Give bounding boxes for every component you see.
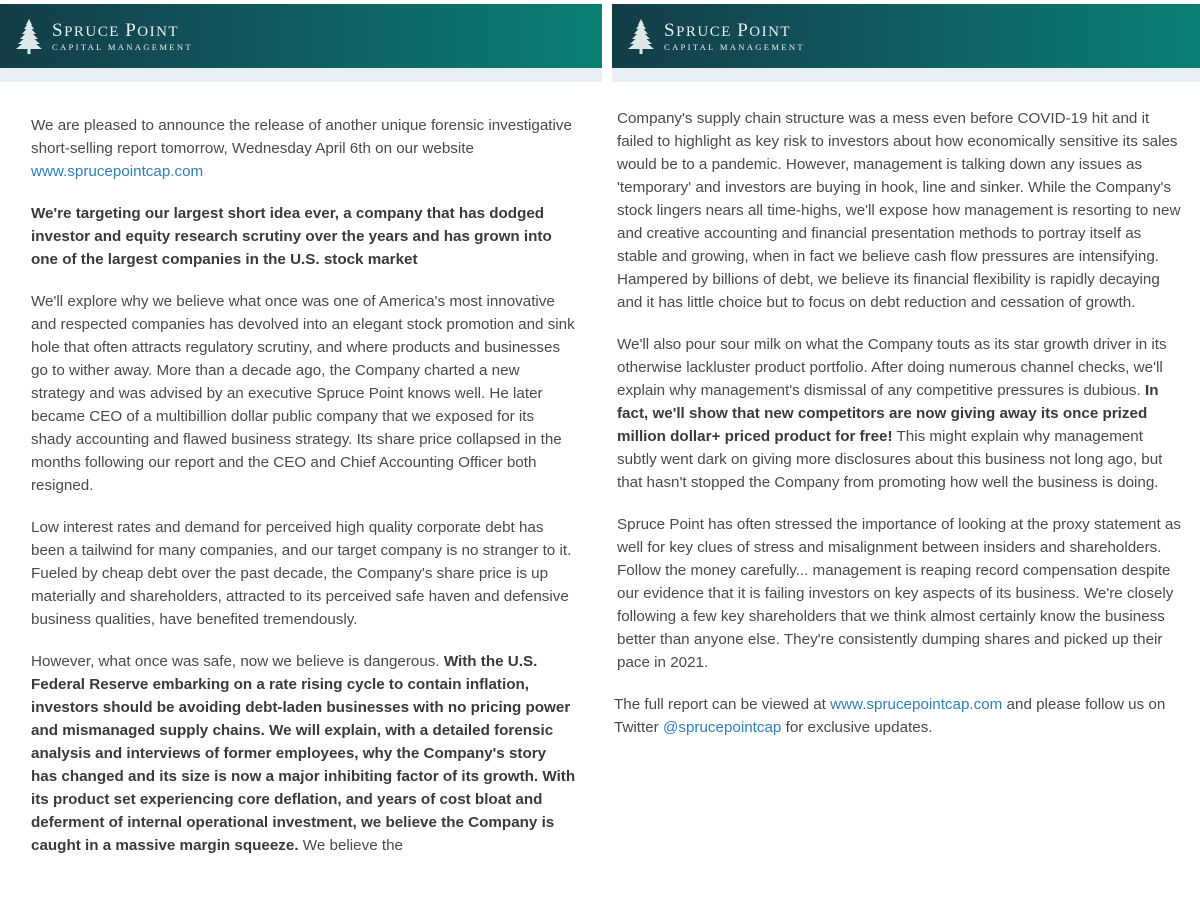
spruce-tree-icon <box>626 18 656 56</box>
brand-subtitle: CAPITAL MANAGEMENT <box>52 42 193 52</box>
email-body-right <box>614 107 1184 758</box>
brand-name: SPRUCE POINT <box>52 20 180 41</box>
competitors-bold-text: In fact, we'll show that new competitors are now giving away its once prized million dollar+ priced product for free! <box>617 382 1159 445</box>
target-bold-text: We're targeting our largest short idea ever, a company that has dodged investor and equity research scrutiny over the years and has grown into one of the largest companies in the U.S. stock market <box>31 205 552 268</box>
announcement-text: We are pleased to announce the release of another unique forensic investigative short-selling report tomorrow, Wednesday April 6th on our website <box>31 117 572 157</box>
brand-name: SPRUCE POINT <box>664 20 792 41</box>
sour-milk-text: We'll also pour sour milk on what the Company touts as its star growth driver in its otherwise lackluster product portfolio. After doing numerous channel checks, we'll explain why management's dismissal of any competitive pressures is dubious. <box>617 336 1167 399</box>
twitter-handle-link[interactable]: @sprucepointcap <box>662 719 782 736</box>
brand-subtitle: CAPITAL MANAGEMENT <box>664 42 805 52</box>
email-body-left <box>31 114 576 876</box>
paragraph-target <box>31 202 576 271</box>
paragraph-supply-chain: Company's supply chain structure was a mess even before COVID-19 hit and it failed to highlight as key risk to investors about how economically sensitive its sales would be to a pandemic. However, management is talking down any issues as 'temporary' and investors are buying in hook, line and sinker. While the Company's stock lingers nears all time-highs, we'll expose how management is resorting to new and creative accounting and financial presentation methods to portray itself as stable and growing, when in fact we believe cash flow pressures are intensifying. Hampered by billions of debt, we believe its financial flexibility is rapidly decaying and it has little choice but to focus on debt reduction and cessation of growth. <box>617 110 1181 311</box>
paragraph-dangerous <box>31 650 576 857</box>
fed-bold-text: With the U.S. Federal Reserve embarking on a rate rising cycle to contain inflation, investors should be avoiding debt-laden businesses with no pricing power and mismanaged supply chains. <box>31 653 571 739</box>
brand-header <box>0 4 602 82</box>
paragraph-proxy: Spruce Point has often stressed the importance of looking at the proxy statement as well for key clues of stress and misalignment between insiders and shareholders. Follow the money carefully... management is reaping record compensation despite our evidence that it is failing investors on key aspects of its business. We're closely following a few key shareholders that we think almost certainly know the business better than anyone else. They're consistently dumping shares and picked up their pace in 2021. <box>617 516 1181 671</box>
email-panel-right <box>612 0 1200 899</box>
paragraph-interest-rates: Low interest rates and demand for perceived high quality corporate debt has been a tailwind for many companies, and our target company is no stranger to it. Fueled by cheap debt over the past decade, the Company's share price is up materially and shareholders, attracted to its perceived safe haven and defensive business qualities, have benefited tremendously. <box>31 519 572 628</box>
website-link[interactable]: www.sprucepointcap.com <box>830 696 1003 713</box>
brand-logo <box>626 18 805 56</box>
disclosures-text: This might explain why management subtly went dark on giving more disclosures about this business not long ago, but that hasn't stopped the Company from promoting how well the business is doing. <box>617 428 1163 491</box>
spruce-tree-icon <box>14 18 44 56</box>
paragraph-explore: We'll explore why we believe what once was one of America's most innovative and respected companies has devolved into an elegant stock promotion and sink hole that often attracts regulatory scrutiny, and where products and businesses go to wither away. More than a decade ago, the Company charted a new strategy and was advised by an executive Spruce Point knows well. He later became CEO of a multibillion dollar public company that we exposed for its shady accounting and flawed business strategy. Its share price collapsed in the months following our report and the CEO and Chief Accounting Officer both resigned. <box>31 293 575 494</box>
paragraph-sour-milk <box>617 333 1184 494</box>
paragraph-announcement <box>31 114 576 183</box>
brand-header <box>612 4 1200 82</box>
follow-text: and please follow us on Twitter <box>614 696 1166 736</box>
continued-text: We believe the <box>298 837 403 854</box>
dangerous-intro: However, what once was safe, now we believe is dangerous. <box>31 653 444 670</box>
forensic-bold-text: We will explain, with a detailed forensic analysis and interviews of former employees, why the Company's story has changed and its size is now a major inhibiting factor of its growth. With its product set experiencing core deflation, and years of cost bloat and deferment of internal operational investment, we believe the Company is caught in a massive margin squeeze. <box>31 722 576 854</box>
full-report-text: The full report can be viewed at <box>614 696 831 713</box>
panel-divider <box>602 0 612 899</box>
paragraph-full-report <box>614 693 1184 739</box>
website-link[interactable]: www.sprucepointcap.com <box>31 163 204 180</box>
brand-logo <box>14 18 193 56</box>
updates-text: for exclusive updates. <box>781 719 933 736</box>
